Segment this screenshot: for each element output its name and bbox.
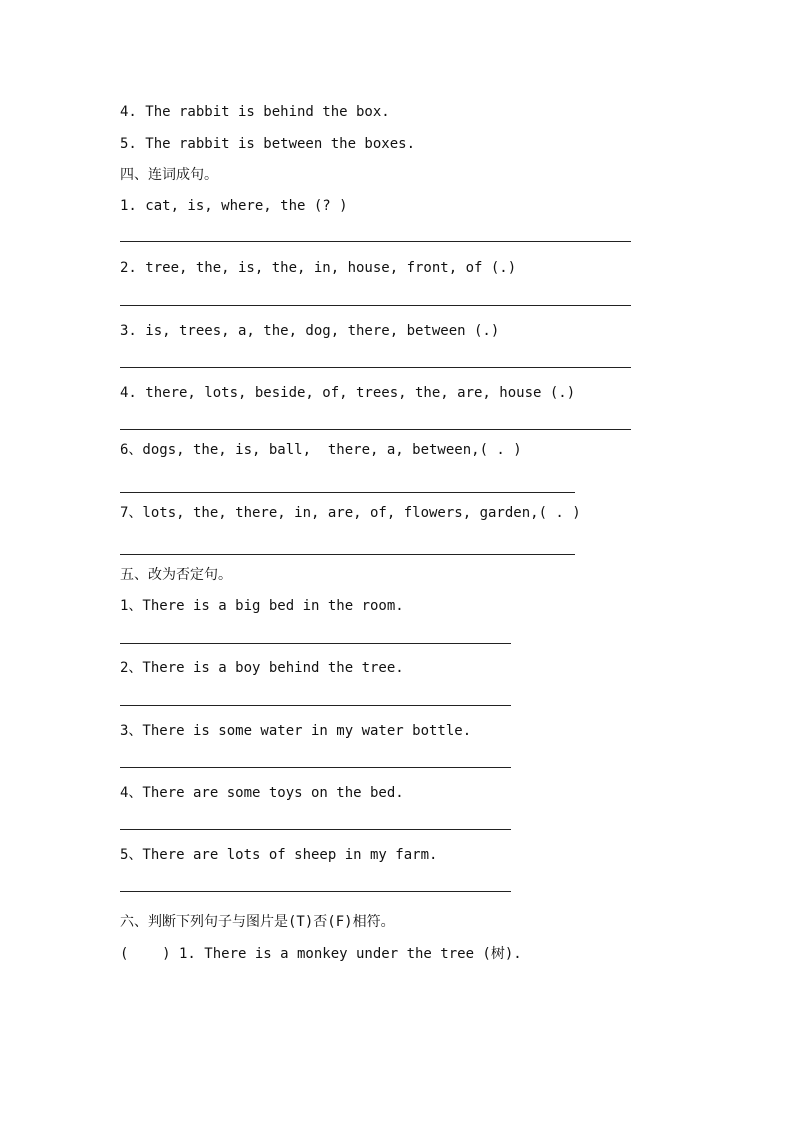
judge-item-1: ( ) 1. There is a monkey under the tree (树). xyxy=(120,946,522,962)
word-order-item-3: 3. is, trees, a, the, dog, there, between (.) xyxy=(120,323,500,339)
negative-item-1: 1、There is a big bed in the room. xyxy=(120,598,404,614)
answer-line xyxy=(120,829,511,830)
negative-item-5: 5、There are lots of sheep in my farm. xyxy=(120,847,438,863)
answer-line xyxy=(120,767,511,768)
negative-item-4: 4、There are some toys on the bed. xyxy=(120,785,404,801)
answer-line xyxy=(120,367,631,368)
answer-line xyxy=(120,705,511,706)
section-6-heading: 六、判断下列句子与图片是(T)否(F)相符。 xyxy=(120,914,395,930)
section-4-heading: 四、连词成句。 xyxy=(120,167,218,183)
answer-line xyxy=(120,492,575,493)
negative-item-3: 3、There is some water in my water bottle. xyxy=(120,723,472,739)
answer-line xyxy=(120,643,511,644)
word-order-item-6: 6、dogs, the, is, ball, there, a, between,( . ) xyxy=(120,442,522,458)
word-order-item-2: 2. tree, the, is, the, in, house, front, of (.) xyxy=(120,260,517,276)
sentence-4: 4. The rabbit is behind the box. xyxy=(120,104,390,120)
sentence-5: 5. The rabbit is between the boxes. xyxy=(120,136,416,152)
answer-line xyxy=(120,554,575,555)
word-order-item-1: 1. cat, is, where, the (? ) xyxy=(120,198,348,214)
answer-line xyxy=(120,241,631,242)
word-order-item-7: 7、lots, the, there, in, are, of, flowers, garden,( . ) xyxy=(120,505,581,521)
answer-line xyxy=(120,891,511,892)
section-5-heading: 五、改为否定句。 xyxy=(120,567,232,583)
negative-item-2: 2、There is a boy behind the tree. xyxy=(120,660,404,676)
answer-line xyxy=(120,305,631,306)
answer-line xyxy=(120,429,631,430)
word-order-item-4: 4. there, lots, beside, of, trees, the, are, house (.) xyxy=(120,385,576,401)
